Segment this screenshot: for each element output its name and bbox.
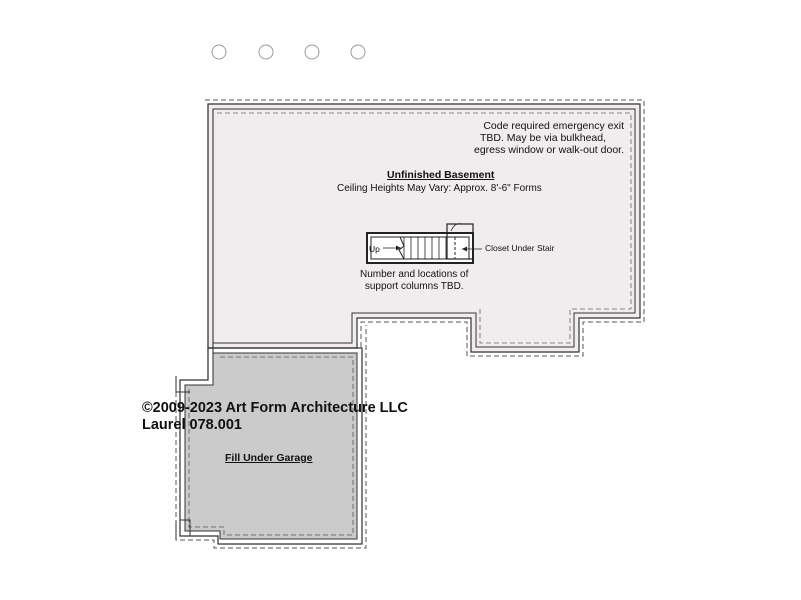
closet-under-stair-label: Closet Under Stair [485, 243, 555, 253]
circle-mark [305, 45, 319, 59]
decorative-circles [212, 45, 365, 59]
emergency-exit-note-line: Code required emergency exit [483, 120, 624, 132]
circle-mark [351, 45, 365, 59]
plan-number: Laurel 078.001 [142, 417, 242, 434]
support-columns-note [360, 269, 468, 292]
circle-mark [259, 45, 273, 59]
emergency-exit-note-line: egress window or walk-out door. [474, 144, 624, 157]
garage-fill [185, 353, 357, 539]
stair-up-label: Up [369, 244, 380, 254]
circle-mark [212, 45, 226, 59]
support-columns-note-line: Number and locations of [360, 269, 469, 280]
garage-title: Fill Under Garage [225, 452, 313, 464]
emergency-exit-note-line: TBD. May be via bulkhead, [479, 132, 606, 145]
copyright-text: ©2009-2023 Art Form Architecture LLC [142, 400, 408, 416]
copyright-block [142, 400, 408, 435]
basement-title: Unfinished Basement [387, 169, 495, 181]
ceiling-height-note: Ceiling Heights May Vary: Approx. 8'-6" Forms [337, 183, 542, 194]
emergency-exit-note [474, 120, 624, 156]
support-columns-note-line: support columns TBD. [364, 280, 464, 292]
